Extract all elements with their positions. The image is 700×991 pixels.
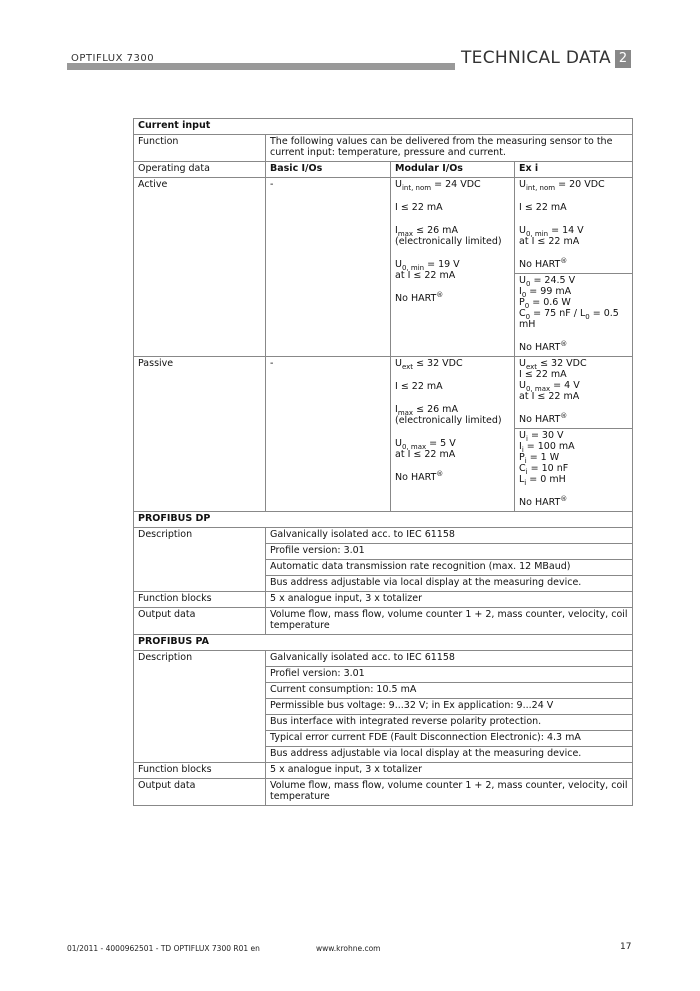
header-bar — [67, 63, 455, 70]
table-row — [134, 651, 633, 667]
footer-document-id: 01/2011 - 4000962501 - TD OPTIFLUX 7300 R01 en — [67, 944, 260, 953]
section-title: TECHNICAL DATA — [461, 48, 611, 68]
table-row — [134, 178, 633, 357]
column-header-exi: Ex i — [515, 162, 633, 178]
page-number: 17 — [620, 942, 632, 952]
product-name: OPTIFLUX 7300 — [71, 53, 155, 64]
row-value: Galvanically isolated acc. to IEC 61158 — [266, 651, 633, 667]
active-modular-values: $U_{int, nom} = 24$ VDC I ≤ 22 mA $I_{max} \le 26$ mA (electronically limited) $U_{0, min} = 19$ V at I ≤ 22 mA No HART® — [391, 178, 515, 357]
row-value: Automatic data transmission rate recognition (max. 12 MBaud) — [266, 560, 633, 576]
table-row — [134, 528, 633, 544]
passive-modular-values: $U_{ext} \le 32$ VDC I ≤ 22 mA $I_{max} \le 26$ mA (electronically limited) $U_{0, max} = 5$ V at I ≤ 22 mA No HART® — [391, 357, 515, 512]
table-row — [134, 608, 633, 635]
row-label: Active — [134, 178, 266, 357]
row-value: Profile version: 3.01 — [266, 544, 633, 560]
technical-data-table — [133, 118, 633, 806]
column-header-basic: Basic I/Os — [266, 162, 391, 178]
section-header-profibus-dp — [134, 512, 633, 528]
chapter-number: 2 — [615, 50, 631, 68]
row-label: Function blocks — [134, 763, 266, 779]
section-title-profibus-pa: PROFIBUS PA — [134, 635, 633, 651]
table-row — [134, 763, 633, 779]
passive-basic-value: - — [266, 357, 391, 512]
table-row — [134, 357, 633, 512]
row-value: Profiel version: 3.01 — [266, 667, 633, 683]
section-title-profibus-dp: PROFIBUS DP — [134, 512, 633, 528]
table-row — [134, 135, 633, 162]
active-exi-values: $U_{int, nom} = 20$ VDC I ≤ 22 mA $U_{0, min} = 14$ V at I ≤ 22 mA No HART® $U_0 = 24.5$ V $I_0 = 99$ mA $P_0 = 0.6$ W $C_0 = 75$ nF / $L_0 = 0.5$ mH No HART® — [515, 178, 633, 357]
row-label: Output data — [134, 608, 266, 635]
row-label: Function — [134, 135, 266, 162]
row-label: Operating data — [134, 162, 266, 178]
section-header-profibus-pa — [134, 635, 633, 651]
row-value: Current consumption: 10.5 mA — [266, 683, 633, 699]
column-header-modular: Modular I/Os — [391, 162, 515, 178]
table-row — [134, 779, 633, 806]
page-header — [0, 48, 700, 70]
row-label: Passive — [134, 357, 266, 512]
row-value: Volume flow, mass flow, volume counter 1 + 2, mass counter, velocity, coil temperature — [266, 779, 633, 806]
row-value: 5 x analogue input, 3 x totalizer — [266, 592, 633, 608]
table-row — [134, 592, 633, 608]
footer-url: www.krohne.com — [316, 944, 381, 953]
row-value: Galvanically isolated acc. to IEC 61158 — [266, 528, 633, 544]
row-value: Bus address adjustable via local display at the measuring device. — [266, 576, 633, 592]
section-header-current-input — [134, 119, 633, 135]
row-label: Function blocks — [134, 592, 266, 608]
row-value: Permissible bus voltage: 9...32 V; in Ex application: 9...24 V — [266, 699, 633, 715]
passive-exi-values: $U_{ext} \le 32$ VDC I ≤ 22 mA $U_{0, max} = 4$ V at I ≤ 22 mA No HART® $U_i = 30$ V $I_i = 100$ mA $P_i = 1$ W $C_i = 10$ nF $L_i = 0$ mH No HART® — [515, 357, 633, 512]
section-title-current-input: Current input — [134, 119, 633, 135]
row-value: Bus address adjustable via local display at the measuring device. — [266, 747, 633, 763]
row-value: 5 x analogue input, 3 x totalizer — [266, 763, 633, 779]
active-basic-value: - — [266, 178, 391, 357]
table-row — [134, 162, 633, 178]
row-label: Description — [134, 651, 266, 763]
row-value: Volume flow, mass flow, volume counter 1 + 2, mass counter, velocity, coil temperature — [266, 608, 633, 635]
row-value: Typical error current FDE (Fault Disconnection Electronic): 4.3 mA — [266, 731, 633, 747]
row-label: Description — [134, 528, 266, 592]
row-value: Bus interface with integrated reverse polarity protection. — [266, 715, 633, 731]
row-value: The following values can be delivered from the measuring sensor to the current input: temperature, pressure and current. — [266, 135, 633, 162]
row-label: Output data — [134, 779, 266, 806]
